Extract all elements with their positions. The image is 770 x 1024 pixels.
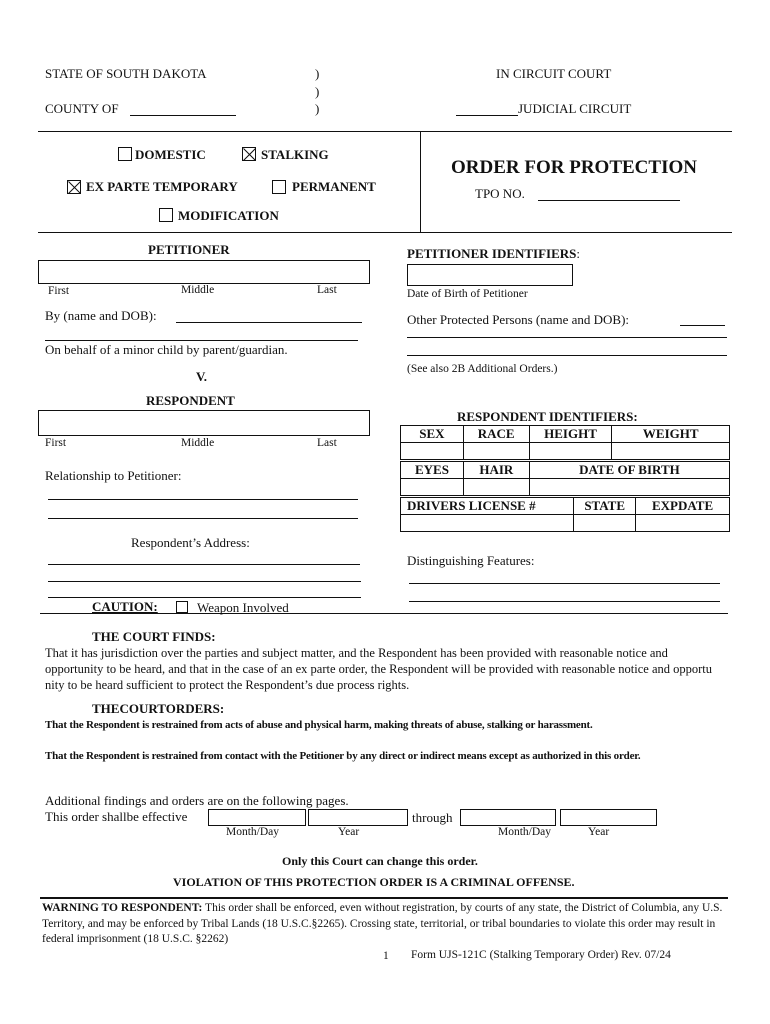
sex-label: SEX: [401, 426, 464, 443]
first-label: First: [48, 285, 70, 297]
versus: V.: [196, 369, 207, 384]
ex-parte-checkbox[interactable]: [67, 180, 81, 194]
month-day-label: Month/Day: [226, 826, 280, 838]
effective-label: This order shallbe effective: [45, 809, 188, 824]
weight-field[interactable]: [612, 443, 730, 460]
petitioner-name-field[interactable]: [38, 260, 370, 284]
hair-field[interactable]: [463, 479, 529, 496]
divider: [38, 232, 732, 233]
court-label: IN CIRCUIT COURT: [496, 66, 612, 81]
caution-label: CAUTION:: [92, 599, 158, 614]
middle-label: Middle: [181, 437, 215, 449]
features-field-2[interactable]: [409, 601, 720, 602]
state-label: STATE OF SOUTH DAKOTA: [45, 66, 207, 81]
hair-label: HAIR: [463, 462, 529, 479]
tpo-field[interactable]: [538, 200, 680, 201]
address-field-3[interactable]: [48, 597, 361, 598]
end-month-day-field[interactable]: [460, 809, 556, 826]
stalking-checkbox[interactable]: [242, 147, 256, 161]
findings-text: That it has jurisdiction over the parties and subject matter, and the Respondent has been provided with reasonable notice and opportunity to be heard, and that in the case of an ex parte order, the Respondent will be provided with reasonable notice and opportu nity to be heard sufficient to protect the Respondent’s due process rights.: [45, 646, 713, 692]
permanent-checkbox[interactable]: [272, 180, 286, 194]
county-field[interactable]: [130, 115, 236, 116]
permanent-label: PERMANENT: [292, 179, 376, 194]
additional-note: Additional findings and orders are on the following pages.: [45, 793, 349, 808]
violation-note: VIOLATION OF THIS PROTECTION ORDER IS A CRIMINAL OFFENSE.: [173, 875, 575, 889]
middle-label: Middle: [181, 284, 215, 296]
petitioner-ids-heading: PETITIONER IDENTIFIERS:: [407, 246, 581, 261]
weapon-checkbox[interactable]: [176, 601, 188, 613]
sex-field[interactable]: [401, 443, 464, 460]
modification-checkbox[interactable]: [159, 208, 173, 222]
weight-label: WEIGHT: [612, 426, 730, 443]
last-label: Last: [317, 437, 337, 449]
first-label: First: [45, 437, 67, 449]
by-field-2[interactable]: [45, 340, 358, 341]
relationship-field-2[interactable]: [48, 518, 358, 519]
circuit-number-field[interactable]: [456, 115, 518, 116]
year-label: Year: [338, 826, 360, 838]
domestic-label: DOMESTIC: [135, 147, 206, 162]
respondent-heading: RESPONDENT: [146, 393, 235, 408]
paren: ): [315, 101, 320, 116]
address-label: Respondent’s Address:: [131, 535, 250, 550]
height-label: HEIGHT: [529, 426, 612, 443]
end-year-field[interactable]: [560, 809, 657, 826]
by-field[interactable]: [176, 322, 362, 323]
form-number: Form UJS-121C (Stalking Temporary Order) Rev. 07/24: [411, 949, 671, 961]
circuit-label: JUDICIAL CIRCUIT: [518, 101, 632, 116]
divider: [38, 131, 732, 132]
findings-heading: THE COURT FINDS:: [92, 629, 216, 644]
features-label: Distinguishing Features:: [407, 553, 535, 568]
state-id-label: STATE: [574, 498, 636, 515]
dob-label: DATE OF BIRTH: [529, 462, 729, 479]
modification-label: MODIFICATION: [178, 208, 279, 223]
license-field[interactable]: [401, 515, 574, 532]
last-label: Last: [317, 284, 337, 296]
address-field-2[interactable]: [48, 581, 361, 582]
petitioner-dob-field[interactable]: [407, 264, 573, 286]
domestic-checkbox[interactable]: [118, 147, 132, 161]
expdate-field[interactable]: [636, 515, 730, 532]
paren: ): [315, 84, 320, 99]
warning-text: WARNING TO RESPONDENT: This order shall be enforced, even without registration, by courts of any state, the District of Columbia, any U.S. Territory, and may be enforced by Tribal Lands (18 U.S.C.§2265). Crossing state, territorial, or tribal boundaries to violate this order may result in federal imprisonment (18 U.S.C. §2262): [42, 902, 723, 945]
county-label: COUNTY OF: [45, 101, 119, 116]
see-also-note: (See also 2B Additional Orders.): [407, 363, 558, 375]
stalking-label: STALKING: [261, 147, 329, 162]
other-protected-field[interactable]: [680, 325, 725, 326]
divider: [420, 131, 421, 233]
orders-line-2: That the Respondent is restrained from contact with the Petitioner by any direct or indirect means except as authorized in this order.: [45, 750, 641, 762]
other-protected-field-3[interactable]: [407, 355, 727, 356]
respondent-name-field[interactable]: [38, 410, 370, 436]
start-month-day-field[interactable]: [208, 809, 306, 826]
height-field[interactable]: [529, 443, 612, 460]
start-year-field[interactable]: [308, 809, 408, 826]
on-behalf-label: On behalf of a minor child by parent/guardian.: [45, 342, 288, 357]
divider: [40, 613, 728, 614]
respondent-ids-heading: RESPONDENT IDENTIFIERS:: [457, 409, 638, 424]
dob-field[interactable]: [529, 479, 729, 496]
page-number: 1: [383, 950, 389, 962]
only-court-note: Only this Court can change this order.: [282, 854, 478, 868]
identifiers-table-3: [400, 497, 730, 532]
relationship-label: Relationship to Petitioner:: [45, 468, 182, 483]
by-label: By (name and DOB):: [45, 308, 157, 323]
paren: ): [315, 66, 320, 81]
expdate-label: EXPDATE: [636, 498, 730, 515]
features-field[interactable]: [409, 583, 720, 584]
other-protected-label: Other Protected Persons (name and DOB):: [407, 312, 630, 327]
weapon-label: Weapon Involved: [197, 600, 289, 615]
ex-parte-label: EX PARTE TEMPORARY: [86, 179, 238, 194]
relationship-field[interactable]: [48, 499, 358, 500]
state-id-field[interactable]: [574, 515, 636, 532]
eyes-field[interactable]: [401, 479, 464, 496]
petitioner-heading: PETITIONER: [148, 242, 230, 257]
license-label: DRIVERS LICENSE #: [401, 498, 574, 515]
identifiers-table-1: [400, 425, 730, 460]
race-field[interactable]: [463, 443, 529, 460]
address-field[interactable]: [48, 564, 360, 565]
tpo-label: TPO NO.: [475, 186, 525, 201]
month-day-label: Month/Day: [498, 826, 552, 838]
petitioner-dob-label: Date of Birth of Petitioner: [407, 288, 528, 300]
order-title: ORDER FOR PROTECTION: [451, 157, 697, 178]
divider: [40, 897, 728, 899]
eyes-label: EYES: [401, 462, 464, 479]
orders-heading: THECOURTORDERS:: [92, 701, 225, 716]
race-label: RACE: [463, 426, 529, 443]
other-protected-field-2[interactable]: [407, 337, 727, 338]
through-label: through: [412, 810, 453, 825]
orders-line-1: That the Respondent is restrained from acts of abuse and physical harm, making threats of abuse, stalking or harassment.: [45, 719, 593, 731]
year-label: Year: [588, 826, 610, 838]
identifiers-table-2: [400, 461, 730, 496]
